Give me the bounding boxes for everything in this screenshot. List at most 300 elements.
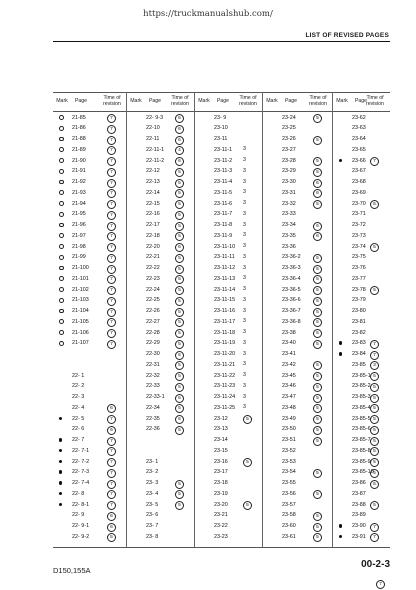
row-page: 23-75 [352, 254, 366, 261]
row-revision [175, 415, 184, 424]
row-revision [313, 383, 322, 392]
revision-number: 5 [370, 426, 379, 435]
row-revision [370, 458, 379, 467]
revision-number: 7 [370, 523, 379, 532]
mark-dot-icon [339, 341, 342, 344]
revision-number: 6 [175, 351, 184, 360]
row-page: 21-104 [72, 308, 89, 314]
row-revision [175, 243, 184, 252]
row-page: 23-73 [352, 232, 366, 239]
revision-number: 3 [243, 189, 246, 196]
row-page: 23-11-12 [214, 265, 236, 271]
header-page: Page [354, 98, 368, 104]
revision-number: 5 [313, 361, 322, 370]
row-page: 23-22 [214, 523, 228, 529]
row-page: 23- 9 [214, 114, 227, 121]
revision-number: 7 [370, 533, 379, 542]
revision-number: 5 [370, 458, 379, 467]
row-revision [313, 533, 322, 542]
row-mark [59, 137, 64, 144]
row-revision [370, 501, 379, 510]
row-page: 23-10 [214, 125, 228, 132]
column-divider [126, 92, 127, 547]
title-rule [53, 41, 390, 42]
row-revision [370, 361, 379, 370]
mark-dot-icon [59, 417, 62, 420]
row-revision [370, 426, 379, 435]
row-mark [339, 524, 342, 530]
row-page: 23-58 [282, 512, 296, 519]
revision-number: 5 [313, 404, 322, 413]
row-revision [107, 469, 116, 478]
column-divider [262, 92, 263, 547]
revision-number: 5 [175, 490, 184, 499]
row-page: 21-94 [72, 200, 86, 207]
row-page: 23-85-1 [352, 372, 371, 379]
mark-circle-icon [59, 180, 64, 185]
source-url: https://truckmanualshub.com/ [143, 9, 273, 19]
row-page: 23-11-13 [214, 275, 236, 282]
row-revision [107, 243, 116, 252]
revision-number: 7 [107, 179, 116, 188]
row-revision [313, 523, 322, 532]
row-page: 23-45 [282, 372, 296, 379]
revision-number: 5 [175, 189, 184, 198]
row-mark [339, 352, 342, 358]
revision-number: 7 [107, 318, 116, 327]
row-mark [59, 115, 64, 122]
row-mark [59, 169, 64, 176]
revision-number: 3 [243, 307, 246, 314]
page-revision [376, 572, 385, 590]
row-page: 23-91 [352, 533, 366, 540]
revision-number: 7 [107, 243, 116, 252]
row-page: 23-11-6 [214, 200, 233, 207]
row-revision [313, 189, 322, 198]
header-mark: Mark [266, 98, 278, 104]
row-revision [243, 265, 246, 271]
mark-circle-icon [59, 287, 64, 292]
row-revision [313, 415, 322, 424]
row-page: 23-78 [352, 286, 366, 293]
revision-number: 7 [107, 501, 116, 510]
row-page: 23-15 [214, 447, 228, 454]
row-page: 23-85-6 [352, 426, 371, 433]
revision-number: 7 [107, 469, 116, 478]
row-revision [313, 490, 322, 499]
row-mark [59, 341, 64, 348]
row-page: 23-33 [282, 211, 296, 218]
row-revision [243, 415, 252, 424]
column-divider [194, 92, 195, 547]
row-revision [370, 372, 379, 381]
revision-number: 5 [175, 480, 184, 489]
row-revision [175, 394, 184, 403]
row-revision [243, 232, 246, 238]
row-revision [107, 125, 116, 134]
row-revision [370, 351, 379, 360]
row-page: 23-36-2 [282, 254, 301, 261]
row-page: 22- 8 [72, 490, 85, 497]
row-page: 23-11-23 [214, 383, 236, 390]
row-page: 23-32 [282, 200, 296, 207]
row-revision [107, 340, 116, 349]
revision-number: 3 [243, 178, 246, 185]
revision-number: 7 [107, 125, 116, 134]
row-page: 23-18 [214, 480, 228, 486]
revision-number: 5 [175, 361, 184, 370]
revision-number: 5 [313, 490, 322, 499]
revision-number: 3 [243, 382, 246, 389]
header-revision: Time of revision [309, 95, 327, 107]
row-revision [243, 275, 246, 281]
row-page: 22-17 [146, 222, 160, 228]
revision-number: 3 [243, 361, 246, 368]
row-revision [107, 136, 116, 145]
revision-number: 6 [107, 426, 116, 435]
row-page: 22-11-1 [146, 146, 165, 153]
revision-number: 5 [313, 200, 322, 209]
row-revision [313, 469, 322, 478]
row-revision [175, 114, 184, 123]
row-revision [107, 211, 116, 220]
row-page: 23-81 [352, 318, 366, 325]
revision-number: 7 [107, 340, 116, 349]
row-revision [175, 329, 184, 338]
row-page: 23-65 [352, 146, 366, 153]
row-revision [243, 243, 246, 249]
revision-number: 5 [313, 329, 322, 338]
row-revision [243, 189, 246, 195]
revision-number: 7 [107, 157, 116, 166]
revision-number: 5 [370, 404, 379, 413]
row-page: 23-11-21 [214, 361, 236, 368]
row-revision [370, 286, 379, 295]
row-mark [59, 481, 62, 487]
row-page: 23-11-22 [214, 372, 236, 379]
row-page: 23-28 [282, 157, 296, 164]
mark-circle-icon [59, 233, 64, 238]
mark-dot-icon [339, 159, 342, 162]
row-revision [175, 426, 184, 435]
row-page: 23-89 [352, 512, 366, 519]
revision-number: 3 [370, 361, 379, 370]
row-mark [59, 212, 64, 219]
row-page: 22-31 [146, 361, 160, 368]
row-page: 23-87 [352, 490, 366, 497]
header-page: Page [284, 98, 298, 104]
revision-number: 3 [243, 329, 246, 335]
header-mark: Mark [198, 98, 210, 104]
row-page: 23-11-4 [214, 179, 233, 185]
row-page: 22-10 [146, 125, 160, 132]
row-page: 22- 2 [72, 383, 85, 390]
row-revision [313, 200, 322, 209]
row-revision [175, 189, 184, 198]
row-page: 21-107 [72, 340, 89, 347]
revision-number: 3 [243, 404, 246, 411]
row-revision [175, 146, 184, 155]
mark-dot-icon [339, 524, 342, 527]
row-revision [175, 340, 184, 349]
revision-number: 5 [370, 286, 379, 295]
row-revision [243, 318, 246, 324]
row-page: 23-11-20 [214, 351, 236, 357]
row-revision [175, 372, 184, 381]
row-page: 23-25 [282, 125, 296, 132]
row-page: 23-11-18 [214, 329, 236, 336]
row-revision [107, 179, 116, 188]
row-page: 22- 6 [72, 426, 85, 433]
row-page: 23-29 [282, 168, 296, 175]
row-page: 22-25 [146, 297, 160, 304]
row-revision [370, 157, 379, 166]
row-mark [59, 158, 64, 165]
revision-number: 5 [175, 222, 184, 231]
row-revision [243, 404, 246, 410]
row-page: 21-96 [72, 222, 86, 228]
header-revision: Time of revision [103, 95, 121, 107]
revision-number: 3 [243, 210, 246, 217]
revision-number: 5 [313, 523, 322, 532]
row-page: 23-71 [352, 211, 366, 218]
row-page: 23-70 [352, 200, 366, 207]
row-page: 23-36-8 [282, 318, 301, 325]
revision-number: 6 [175, 114, 184, 123]
row-revision [370, 404, 379, 413]
mark-circle-icon [59, 137, 64, 142]
row-page: 21-105 [72, 318, 89, 325]
row-revision [243, 394, 246, 400]
revision-number: 5 [175, 265, 184, 274]
revision-number: 5 [313, 136, 322, 145]
row-page: 22-12 [146, 168, 160, 175]
row-revision [107, 189, 116, 198]
row-page: 23- 4 [146, 490, 159, 497]
row-page: 21-103 [72, 297, 89, 304]
row-page: 23-36-3 [282, 265, 301, 271]
row-revision [243, 286, 246, 292]
revision-number: 6 [175, 136, 184, 145]
revision-number: 5 [313, 372, 322, 381]
revision-number: 5 [175, 340, 184, 349]
row-revision [370, 523, 379, 532]
revision-number: 7 [107, 211, 116, 220]
header-page: Page [216, 98, 230, 104]
row-page: 23-69 [352, 189, 366, 196]
row-page: 23-36 [282, 243, 296, 250]
row-mark [59, 438, 62, 444]
revision-number: 5 [370, 501, 379, 510]
row-page: 23-11-10 [214, 243, 236, 250]
row-page: 23-11-3 [214, 168, 233, 175]
row-revision [107, 200, 116, 209]
row-page: 23- 3 [146, 480, 159, 486]
row-revision [175, 168, 184, 177]
revision-number: 6 [313, 232, 322, 241]
row-revision [243, 372, 246, 378]
row-revision [313, 372, 322, 381]
row-revision [107, 501, 116, 510]
row-page: 22-21 [146, 254, 160, 261]
revision-number: 5 [313, 340, 322, 349]
row-revision [107, 308, 116, 317]
row-page: 23-66 [352, 157, 366, 164]
row-page: 23-90 [352, 523, 366, 529]
row-revision [175, 200, 184, 209]
row-revision [243, 200, 246, 206]
row-page: 23-11-8 [214, 222, 233, 228]
header-mark: Mark [130, 98, 142, 104]
row-page: 22-16 [146, 211, 160, 218]
row-page: 22-24 [146, 286, 160, 293]
mark-circle-icon [59, 266, 64, 271]
row-revision [243, 297, 246, 303]
revision-number: 7 [107, 114, 116, 123]
row-page: 22- 9-3 [146, 114, 164, 121]
row-revision [107, 286, 116, 295]
row-page: 23-30 [282, 179, 296, 185]
row-revision [313, 179, 322, 188]
row-revision [175, 404, 184, 413]
row-page: 23-36-5 [282, 286, 301, 293]
row-page: 21-86 [72, 125, 86, 132]
revision-number: 5 [313, 114, 322, 123]
mark-circle-icon [59, 147, 64, 152]
revision-number: 5 [313, 383, 322, 392]
row-revision [175, 490, 184, 499]
table-header-rule [53, 111, 390, 112]
revision-number: 5 [313, 157, 322, 166]
row-page: 21-100 [72, 265, 89, 271]
row-page: 23-46 [282, 383, 296, 390]
row-revision [175, 211, 184, 220]
row-page: 23-53 [282, 458, 296, 465]
row-page: 23-12 [214, 415, 228, 422]
revision-number: 5 [370, 447, 379, 456]
row-page: 23-36-6 [282, 297, 301, 304]
model-label: D150,155A [53, 566, 91, 575]
revision-number: 5 [313, 394, 322, 403]
row-page: 21-88 [72, 136, 86, 142]
revision-number: 5 [175, 426, 184, 435]
row-revision [313, 437, 322, 446]
row-mark [59, 491, 62, 497]
revision-number: 5 [313, 265, 322, 274]
revision-number: 5 [175, 308, 184, 317]
revision-number: 3 [243, 146, 246, 153]
row-page: 23- 7 [146, 523, 159, 529]
mark-dot-icon [339, 352, 342, 355]
row-revision [175, 361, 184, 370]
row-page: 22-32 [146, 372, 160, 379]
row-page: 23-31 [282, 189, 296, 196]
revision-number: 5 [175, 275, 184, 284]
revision-number: 5 [313, 426, 322, 435]
row-page: 22-33 [146, 383, 160, 390]
row-page: 23-47 [282, 394, 296, 400]
row-page: 23-54 [282, 469, 296, 476]
revision-number: 6 [313, 179, 322, 188]
row-page: 21-106 [72, 329, 89, 336]
revision-number: 5 [175, 200, 184, 209]
row-revision [313, 286, 322, 295]
row-revision [175, 286, 184, 295]
revision-number: 6 [107, 512, 116, 521]
revision-number: 5 [243, 415, 252, 424]
row-page: 23-11-25 [214, 404, 236, 411]
row-page: 23-76 [352, 265, 366, 271]
page-title: LIST OF REVISED PAGES [305, 32, 389, 39]
row-page: 22- 1 [72, 372, 85, 379]
revision-number: 5 [175, 318, 184, 327]
row-page: 23-85-2 [352, 383, 371, 390]
revision-number: 5 [175, 211, 184, 220]
row-revision [175, 157, 184, 166]
row-revision [243, 329, 246, 335]
row-revision [107, 114, 116, 123]
mark-circle-icon [59, 244, 64, 249]
row-revision [370, 394, 379, 403]
revision-number: 3 [243, 157, 246, 163]
row-page: 23-67 [352, 168, 366, 175]
row-revision [107, 458, 116, 467]
row-page: 23-83 [352, 340, 366, 347]
revision-number: 3 [243, 296, 246, 303]
row-page: 23-27 [282, 146, 296, 153]
row-page: 23-23 [214, 533, 228, 540]
revision-number: 7 [107, 437, 116, 446]
row-revision [175, 308, 184, 317]
row-page: 22- 7-4 [72, 480, 90, 486]
row-page: 23-50 [282, 426, 296, 433]
row-revision [243, 308, 246, 314]
row-revision [370, 200, 379, 209]
revision-number: 5 [370, 437, 379, 446]
row-page: 23-61 [282, 533, 296, 540]
row-page: 23-11-5 [214, 189, 233, 196]
revision-number: 7 [107, 275, 116, 284]
row-revision [313, 340, 322, 349]
mark-circle-icon [59, 126, 64, 131]
header-revision: Time of revision [171, 95, 189, 107]
row-revision [243, 179, 246, 185]
row-mark [339, 534, 342, 540]
table-top-rule [53, 92, 390, 93]
row-revision [107, 437, 116, 446]
row-revision [107, 480, 116, 489]
row-page: 23-74 [352, 243, 366, 250]
row-page: 23-60 [282, 523, 296, 529]
row-page: 21-99 [72, 254, 86, 261]
row-revision [175, 136, 184, 145]
mark-circle-icon [59, 298, 64, 303]
row-page: 23-64 [352, 136, 366, 142]
revision-number: 5 [370, 243, 379, 252]
row-page: 23-85-3 [352, 394, 371, 400]
row-page: 23-86 [352, 480, 366, 486]
row-revision [107, 157, 116, 166]
row-revision [175, 222, 184, 231]
row-revision [313, 329, 322, 338]
revision-number: 7 [107, 222, 116, 231]
row-page: 23-80 [352, 308, 366, 314]
mark-circle-icon [59, 341, 64, 346]
mark-dot-icon [59, 449, 62, 452]
revision-number: 7 [107, 136, 116, 145]
row-revision [107, 490, 116, 499]
row-page: 23-11-7 [214, 211, 233, 218]
